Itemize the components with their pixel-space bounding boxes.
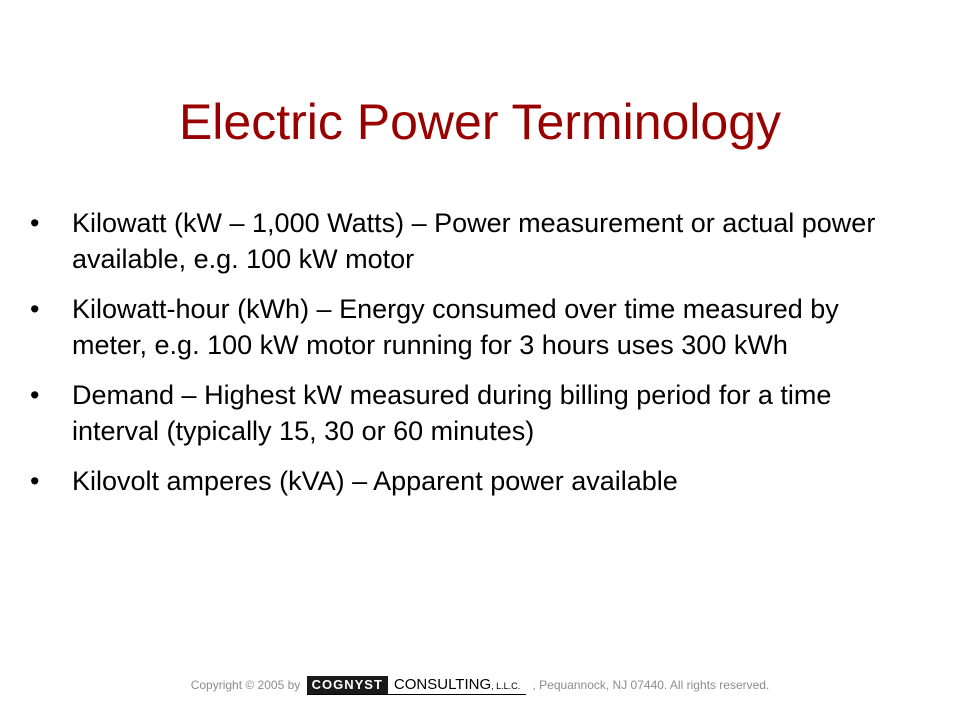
- copyright-suffix: , Pequannock, NJ 07440. All rights reserved.: [532, 678, 770, 692]
- bullet-item: [30, 377, 920, 449]
- bullet-item: [30, 205, 920, 277]
- logo-light-part: [388, 676, 526, 694]
- logo-light-text: CONSULTING: [393, 676, 492, 694]
- logo-suffix: , L.L.C.: [491, 681, 521, 692]
- bullet-icon: •: [30, 380, 40, 410]
- logo-dark-part: COGNYST: [307, 676, 388, 694]
- copyright-footer: [0, 674, 960, 696]
- bullet-text: Demand – Highest kW measured during billing period for a time interval (typically 15, 30 or 60 minutes): [72, 380, 832, 446]
- slide-title: Electric Power Terminology: [178, 94, 782, 150]
- bullet-text: Kilowatt-hour (kWh) – Energy consumed over time measured by meter, e.g. 100 kW motor running for 3 hours uses 300 kWh: [72, 294, 839, 360]
- bullet-list: [30, 205, 920, 513]
- bullet-text: Kilowatt (kW – 1,000 Watts) – Power measurement or actual power available, e.g. 100 kW motor: [72, 208, 876, 274]
- bullet-item: [30, 463, 920, 499]
- bullet-icon: •: [30, 466, 40, 496]
- bullet-text: Kilovolt amperes (kVA) – Apparent power available: [72, 466, 678, 496]
- copyright-prefix: Copyright © 2005 by: [190, 678, 301, 692]
- bullet-icon: •: [30, 294, 40, 324]
- company-logo: [307, 676, 527, 695]
- bullet-icon: •: [30, 208, 40, 238]
- bullet-item: [30, 291, 920, 363]
